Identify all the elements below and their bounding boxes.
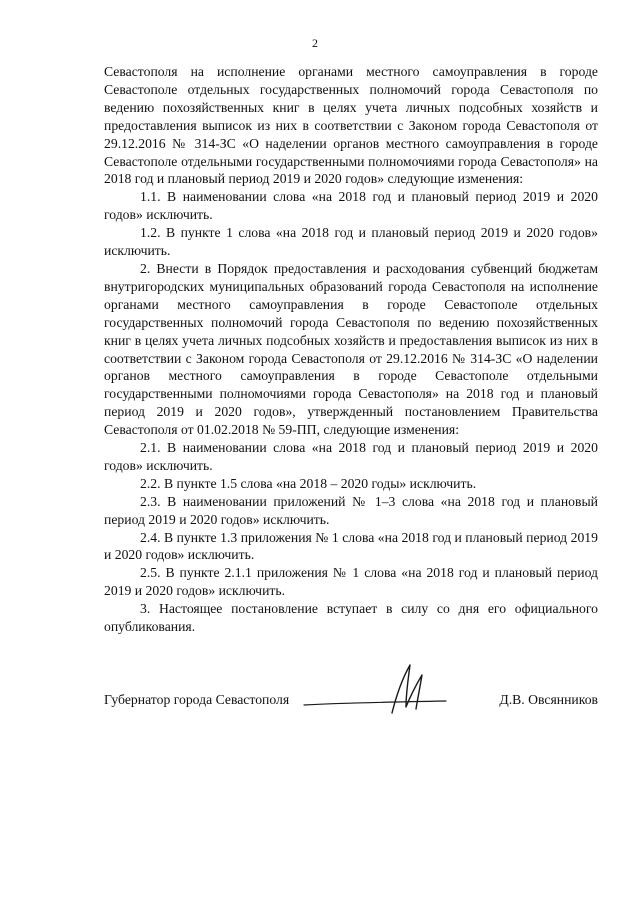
- paragraph-1-2: 1.2. В пункте 1 слова «на 2018 год и плановый период 2019 и 2020 годов» исключить.: [104, 225, 598, 259]
- signature-block: [104, 689, 598, 711]
- signatory-name: Д.В. Овсянников: [499, 692, 598, 707]
- page-number: 2: [312, 36, 318, 50]
- handwritten-signature-icon: [300, 661, 450, 719]
- paragraph-2-2: 2.2. В пункте 1.5 слова «на 2018 – 2020 годы» исключить.: [140, 475, 477, 491]
- signatory-title: Губернатор города Севастополя: [104, 692, 290, 707]
- paragraph-2-1: 2.1. В наименовании слова «на 2018 год и плановый период 2019 и 2020 годов» исключить.: [104, 440, 598, 473]
- paragraph-intro-continuation: Севастополя на исполнение органами местного самоуправления в городе Севастополе отдельных государственных полномочий города Севастополя по ведению похозяйственных книг в целях учета личных подсобных хозяйств и предоставления выписок из них в соответствии с Законом города Севастополя от 29.12.2016 № 314-ЗС «О наделении органов местного самоуправления в городе Севастополе отдельными государственными полномочиями города Севастополя» на 2018 год и плановый период 2019 и 2020 годов» следующие изменения:: [104, 64, 598, 187]
- document-body: [104, 63, 598, 636]
- paragraph-2-3: 2.3. В наименовании приложений № 1–3 слова «на 2018 год и плановый период 2019 и 2020 годов» исключить.: [104, 493, 598, 527]
- paragraph-2-5: 2.5. В пункте 2.1.1 приложения № 1 слова «на 2018 год и плановый период 2019 и 2020 годов» исключить.: [104, 565, 598, 599]
- paragraph-2: 2. Внести в Порядок предоставления и расходования субвенций бюджетам внутригородских муниципальных образований города Севастополя на исполнение органами местного самоуправления в городе Севастополе отдельных государственных полномочий города Севастополя по ведению похозяйственных книг в целях учета личных подсобных хозяйств и предоставления выписок из них в соответствии с Законом города Севастополя от 29.12.2016 № 314-ЗС «О наделении органов местного самоуправления в городе Севастополе отдельными государственными полномочиями города Севастополя» на 2018 год и плановый период 2019 и 2020 годов», утвержденный постановлением Правительства Севастополя от 01.02.2018 № 59-ПП, следующие изменения:: [104, 260, 598, 438]
- paragraph-1-1: 1.1. В наименовании слова «на 2018 год и плановый период 2019 и 2020 годов» исключить.: [104, 189, 598, 223]
- paragraph-3: 3. Настоящее постановление вступает в силу со дня его официального опубликования.: [104, 601, 598, 635]
- paragraph-2-4: 2.4. В пункте 1.3 приложения № 1 слова «на 2018 год и плановый период 2019 и 2020 годов» исключить.: [104, 529, 598, 563]
